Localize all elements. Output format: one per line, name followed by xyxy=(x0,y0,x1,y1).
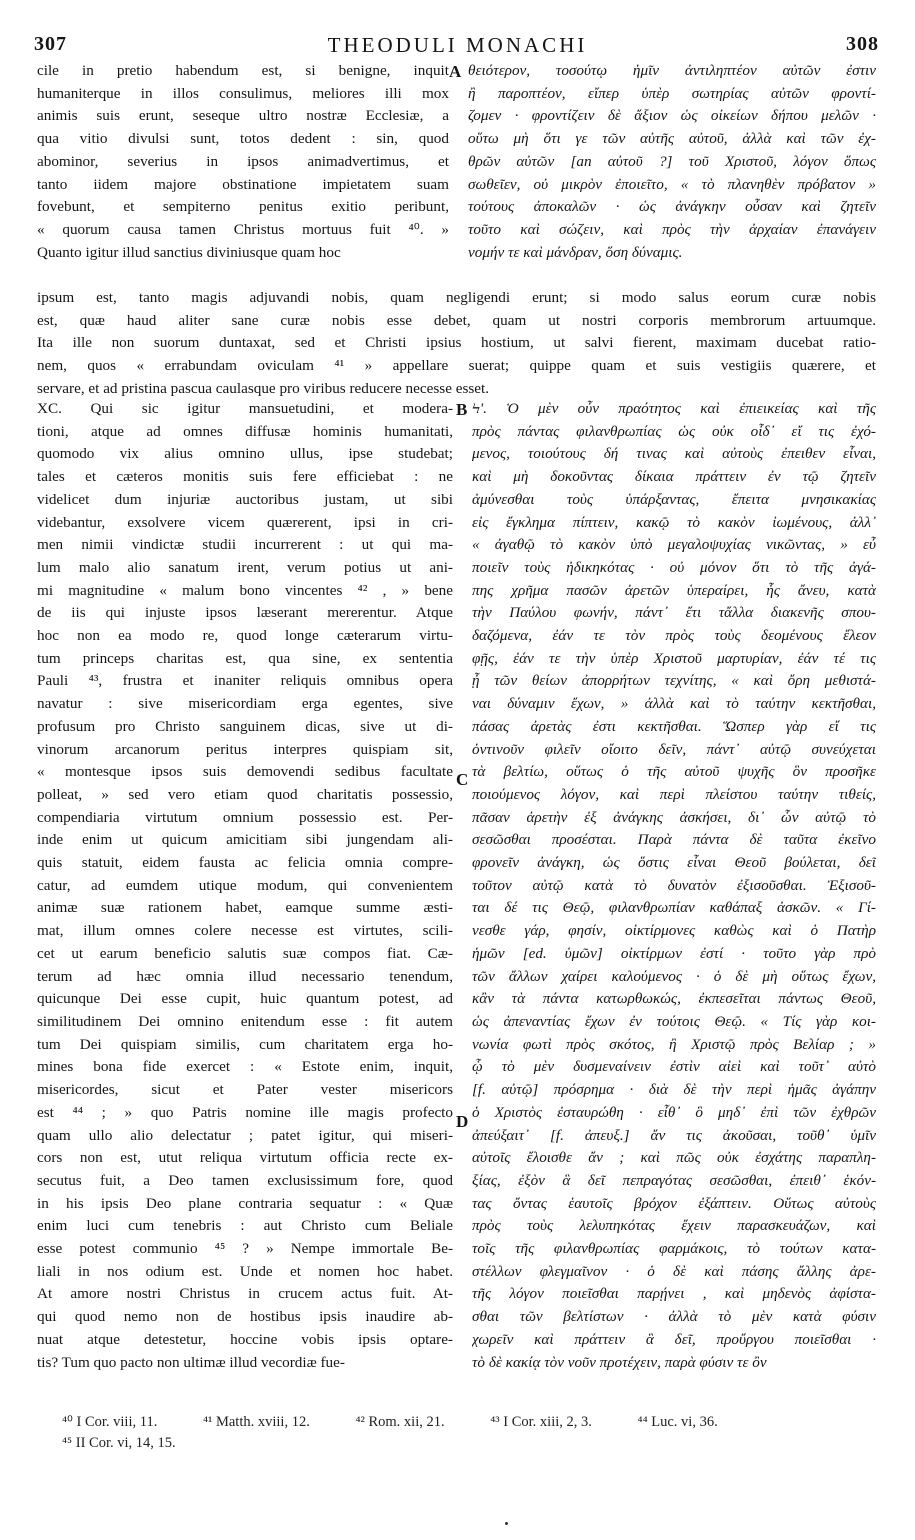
text-line: tum Dei quispiam similis, cum charitatem erga ho- xyxy=(37,1035,453,1053)
text-line: tales et cæteros monitis suis fere efficiebat : ne xyxy=(37,468,453,486)
text-line: ποιεῖν τοὺς ἠδικηκότας · οὐ μόνον ὅτι τὸ τῆς ἀγά- xyxy=(472,558,876,576)
text-line: ipsum est, tanto magis adjuvandi nobis, quam negligendi erunt; si modo salus eorum curæ nobis xyxy=(37,289,876,306)
text-line: videbantur, exsolvere vicem quærerent, ipsi in cri- xyxy=(37,513,453,531)
text-line: XC. Qui sic igitur mansuetudini, et modera- xyxy=(37,400,453,417)
text-line: ἀμύνεσθαι τοὺς ὑπάρξαντας, ἔπειτα μνησικακίας xyxy=(472,490,876,508)
text-line: enim luci cum tenebris : aut Christo cum Beliale xyxy=(37,1217,453,1235)
greek-column-main xyxy=(472,398,876,1374)
text-line: esse potest communio ⁴⁵ ? » Nempe immortale Be- xyxy=(37,1240,453,1258)
text-line: fovebunt, et sempiterno penitus exitio peribunt, xyxy=(37,198,449,216)
text-line: ξίας, ἐξὸν ἃ δεῖ πεπραγότας σεσῶσθαι, ἐπειθ᾽ ἑκόν- xyxy=(472,1171,876,1189)
text-line: ἢ παροπτέον, εἴπερ ὑπὲρ σωτηρίας αὐτῶν φροντί- xyxy=(468,84,876,102)
text-line: servare, et ad pristina pascua caulasque pro viribus reducere necesse esset. xyxy=(37,379,490,397)
footnote: ⁴¹ Matth. xviii, 12. xyxy=(202,1414,310,1430)
text-line: σεσῶσθαι προσέσται. Παρὰ πάντα δὲ ταῦτα ἐκεῖνο xyxy=(472,831,876,849)
latin-full-width-block xyxy=(37,287,876,401)
text-line: nuat atque detestetur, hoccine vobis ipsis optare- xyxy=(37,1330,453,1348)
latin-column-top xyxy=(37,60,449,264)
print-speck xyxy=(505,1522,508,1525)
running-title: THEODULI MONACHI xyxy=(327,33,588,57)
text-line: θειότερον, τοσούτῳ ἡμῖν ἀντιληπτέον αὐτῶν ἐστιν xyxy=(468,62,876,79)
text-line: nem, quos « errabundam oviculam ⁴¹ » appellare suerat; quippe quam et suis vestigiis quærere, et xyxy=(37,357,876,375)
text-line: Quanto igitur illud sanctius diviniusque quam hoc xyxy=(37,243,341,261)
text-line: terum ad hæc omnia illud necessario tenendum, xyxy=(37,967,453,985)
text-line: cors non est, utut reliqua virtutum officia recte ex- xyxy=(37,1149,453,1167)
text-line: δαζόμενα, ἐάν τε τὸν πρὸς τοὺς δεομένους ἔλεον xyxy=(472,627,876,645)
text-line: τοῦτο καὶ σώζειν, καὶ πρὸς τὴν ἀρχαίαν ἐπανάγειν xyxy=(468,220,876,238)
text-line: χωρεῖν καὶ πράττειν ἃ δεῖ, προὔργου ποιεῖσθαι · xyxy=(472,1330,876,1348)
text-line: humaniterque in illos consulimus, meliores illi mox xyxy=(37,84,449,102)
text-line: Ita ille non suorum duntaxat, sed et Christi ipsius hostium, ut salvi fierent, maximam ducebat ratio- xyxy=(37,334,876,352)
margin-mark-b: B xyxy=(456,400,468,419)
text-line: quis statuit, eidem fausta ac felicia omnia compre- xyxy=(37,854,453,872)
text-line: est, quæ haud aliter sane curæ nobis esse debet, quam ut nostri corporis membrorum artuumque. xyxy=(37,311,876,329)
text-line: catur, ad eumdem utique modum, qui convenientem xyxy=(37,876,453,894)
text-line: τὰ βελτίω, οὕτως ὁ τῆς αὐτοῦ ψυχῆς ὃν προσῆκε xyxy=(472,763,876,781)
text-line: qui quod nemo non de hostibus ipsis inaudire ab- xyxy=(37,1308,453,1326)
text-line: polleat, » sed vero etiam quod charitatis possessio, xyxy=(37,785,453,803)
text-line: πάσας ἀρετὰς ἐστι κεκτῆσθαι. Ὥσπερ γὰρ εἴ τις xyxy=(472,717,876,735)
text-line: ᾖ τῶν θείων ἀπορρήτων τεχνίτης, « καὶ ὄρη μεθιστά- xyxy=(472,672,876,690)
text-line: τὴν Παύλου φωνήν, πάντ᾽ ἔτι τἄλλα διακενῆς σπου- xyxy=(472,604,876,622)
text-line: Pauli ⁴³, frustra et inaniter reliquis omnibus opera xyxy=(37,672,453,690)
text-line: quam ullo alio delectatur ; patet igitur, qui miseri- xyxy=(37,1126,453,1144)
text-line: πᾶσαν ἀρετὴν ἐξ ἀνάγκης ἀσκήσει, δι᾽ ὧν αὐτῷ τὸ xyxy=(472,808,876,826)
text-line: Ϟʹ. Ὁ μὲν οὖν πραότητος καὶ ἐπιεικείας καὶ τῆς xyxy=(472,400,876,417)
margin-mark-d: D xyxy=(456,1112,469,1131)
text-line: ὁντινοῦν φιλεῖν οἴοιτο δεῖν, πάντ᾽ αὐτῷ συνεύχεται xyxy=(472,740,876,758)
text-line: mines bona fide exercet : « Estote enim, inquit, xyxy=(37,1058,453,1076)
text-line: profusum pro Christo sanguinem dicas, sive ut di- xyxy=(37,717,453,735)
text-line: πρὸς τοὺς λελυπηκότας ἔχειν παρασκευάζων, καὶ xyxy=(472,1217,876,1235)
text-line: lum malo alio sanatum irent, verum potius ut ani- xyxy=(37,558,453,576)
text-line: κἂν τὰ πάντα κατωρθωκώς, ἐκπεσεῖται πάντως Θεοῦ, xyxy=(472,990,876,1008)
text-line: in his ipsis Deo plane contraria sequatur : « Quæ xyxy=(37,1194,453,1212)
text-line: τῆς λόγον ποιεῖσθαι παρῄνει , καὶ μηδενὸς ἀφίστα- xyxy=(472,1285,876,1303)
text-line: At amore nostri Christus in crucem actus fuit. At- xyxy=(37,1285,453,1303)
footnote: ⁴³ I Cor. xiii, 2, 3. xyxy=(490,1414,592,1430)
text-line: τῶν ἄλλων χαίρει καλούμενος · ὁ δὲ μὴ οὕτως ἔχων, xyxy=(472,967,876,985)
text-line: τας ὄντας ἑαυτοῖς βρόχον ἐξάπτειν. Οὕτως αὐτοὺς xyxy=(472,1194,876,1212)
text-line: est ⁴⁴ ; » quo Patris nomine ille magis profecto xyxy=(37,1103,453,1121)
text-line: καὶ μὴ δοκοῦντας δίκαια πράττειν ἐν τῷ ζητεῖν xyxy=(472,468,876,486)
right-page-number: 308 xyxy=(846,33,879,55)
text-line: ὁ Χριστὸς ἐσταυρώθη · εἶθ᾽ ὃ μηδ᾽ ἐπὶ τῶν ἐχθρῶν xyxy=(472,1103,876,1121)
text-line: θρῶν αὐτῶν [an αὐτοῦ ?] τοῦ Χριστοῦ, λόγον ὅπως xyxy=(468,152,876,170)
text-line: quicunque Dei esse cupit, huic quantum potest, ad xyxy=(37,990,453,1008)
text-line: abominor, severius in ipsos animadvertimus, et xyxy=(37,152,449,170)
footnotes xyxy=(62,1412,882,1454)
text-line: compendiaria virtutum omnium possessio est. Per- xyxy=(37,808,453,826)
text-line: tanto iidem majore obstinatione impietatem suam xyxy=(37,175,449,193)
text-line: secutus fuit, a Deo tamen exclusissimum fore, quod xyxy=(37,1171,453,1189)
text-line: τούτους ἀποκαλῶν · ὡς ἀνάγκην οὖσαν καὶ ζητεῖν xyxy=(468,198,876,216)
text-line: animæ suæ rationem habet, eamque summe æsti- xyxy=(37,899,453,917)
text-line: liali in nos odium est. Unde et nomen hoc habet. xyxy=(37,1262,453,1280)
text-line: mi magnitudine « malum bono vincentes ⁴² , » bene xyxy=(37,581,453,599)
text-line: videlicet dum injuriæ auctoribus justam, ut sibi xyxy=(37,490,453,508)
greek-column-top xyxy=(468,60,876,264)
footnote: ⁴⁴ Luc. vi, 36. xyxy=(637,1414,718,1430)
text-line: νεσθε γάρ, φησίν, οἰκτίρμονες καθὼς καὶ ὁ Πατὴρ xyxy=(472,922,876,940)
text-line: ἡμῶν [ed. ὑμῶν] οἰκτίρμων ἐστί · τοῦτο γὰρ πρὸ xyxy=(472,944,876,962)
text-line: ποιούμενος λόγον, καὶ περὶ πλείστου ταύτην τιθείς, xyxy=(472,785,876,803)
text-line: animis suis erunt, seseque ultro nostræ Ecclesiæ, a xyxy=(37,107,449,125)
text-line: qua vitio divulsi sunt, totos dedent : sin, quod xyxy=(37,130,449,148)
text-line: quomodo vix alius omnino ullus, ipse studebat; xyxy=(37,445,453,463)
text-line: de iis qui injuste ipsos læserant mererentur. Atque xyxy=(37,604,453,622)
text-line: men nimii vindictæ studii incurrerent : ut qui ma- xyxy=(37,536,453,554)
text-line: [f. αὐτῷ] πρόσρημα · διὰ δὲ τὴν περὶ ἡμᾶς ἀγάπην xyxy=(472,1081,876,1099)
text-line: τοῖς τῆς φιλανθρωπίας φαρμάκοις, τὸ τούτων κατα- xyxy=(472,1240,876,1258)
text-line: νομήν τε καὶ μάνδραν, ὅση δύναμις. xyxy=(468,243,683,261)
footnote: ⁴² Rom. xii, 21. xyxy=(355,1414,445,1430)
text-line: ἀπεύξαιτ᾽ [f. ἀπευξ.] ἄν τις ἀκοῦσαι, τοῦθ᾽ ὑμῖν xyxy=(472,1126,876,1144)
margin-mark-c: C xyxy=(456,770,469,789)
text-line: ᾧ τὸ μὲν δυσμεναίνειν ἐστὶν αἰεὶ καὶ τοῦτ᾽ αὐτὸ xyxy=(472,1058,876,1076)
text-line: εἰς ἔγκλημα πίπτειν, κακῷ τὸ κακὸν ἰωμένους, ἀλλ᾽ xyxy=(472,513,876,531)
text-line: misericordes, sicut et Pater vester misericors xyxy=(37,1081,453,1099)
text-line: cile in pretio habendum est, si benigne, inquit xyxy=(37,62,449,79)
text-line: ναι δύναμιν ἔχων, » ἀλλὰ καὶ τὸ ταύτην κεκτῆσθαι, xyxy=(472,695,876,713)
text-line: tum princeps charitas est, qua sine, ex sententia xyxy=(37,649,453,667)
text-line: πης χρῆμα πασῶν ἀρετῶν ὑπεραίρει, ἧς ἄνευ, κατὰ xyxy=(472,581,876,599)
footnote-line-2 xyxy=(62,1433,882,1454)
text-line: μενος, τοιούτους δή τινας καὶ αὐτοὺς ἐπειθεν εἶναι, xyxy=(472,445,876,463)
text-line: φρονεῖν ἀνάγκη, ὡς ὅστις εἶναι Θεοῦ βούλεται, δεῖ xyxy=(472,854,876,872)
text-line: τοῦτον αὐτῷ κατὰ τὸ δυνατὸν ἐξισοῦσθαι. Ἐξισοῦ- xyxy=(472,876,876,894)
text-line: tis? Tum quo pacto non ultimæ illud vecordiæ fue- xyxy=(37,1353,345,1371)
text-line: τὸ δὲ κακίᾳ τὸν νοῦν προτέχειν, παρὰ φύσιν τε ὂν xyxy=(472,1353,767,1371)
text-line: hoc non ea modo re, quod longe cæterarum virtu- xyxy=(37,627,453,645)
text-line: ὡς ἀπεναντίας ἔχων ἐν τούτοις Θεῷ. « Τίς γὰρ κοι- xyxy=(472,1012,876,1030)
text-line: tioni, atque ad omnes diffusæ hominis humanitati, xyxy=(37,422,453,440)
text-line: πρὸς πάντας φιλανθρωπίας ὡς οὐκ οἶδ᾽ εἴ τις ἐχό- xyxy=(472,422,876,440)
text-line: φῇς, ἐάν τε τὴν ὑπὲρ Χριστοῦ μαρτυρίαν, ἐάν τέ τις xyxy=(472,649,876,667)
text-line: « ἀγαθῷ τὸ κακὸν ὑπὸ μεγαλοψυχίας νικῶντας, » εὖ xyxy=(472,536,876,554)
left-page-number: 307 xyxy=(34,33,67,55)
text-line: vinorum arcanorum peritus interpres quispiam sit, xyxy=(37,740,453,758)
text-line: ζομεν · φροντίζειν δὲ ἄξιον ὡς οἰκείων δήπου μελῶν · xyxy=(468,107,876,125)
text-line: inde enim ut quicum amicitiam sibi jungendam ali- xyxy=(37,831,453,849)
text-line: οὕτω μὴ ὅτι γε τῶν αὐτῆς αὐτοῦ, ἀλλὰ καὶ τῶν ἐχ- xyxy=(468,130,876,148)
text-line: σθαι τῶν βελτίστων · ἀλλὰ τὸ μὲν κατὰ φύσιν xyxy=(472,1308,876,1326)
text-line: similitudinem Dei omnino enitendum esse : fit autem xyxy=(37,1012,453,1030)
text-line: στέλλων φλεγμαῖνον · ὁ δὲ καὶ πάσης ἄλλης ἀρε- xyxy=(472,1262,876,1280)
text-line: νωνία φωτὶ πρὸς σκότος, ἢ Χριστῷ πρὸς Βελίαρ ; » xyxy=(472,1035,876,1053)
text-line: « quorum causa tamen Christus mortuus fuit ⁴⁰. » xyxy=(37,220,449,238)
footnote-line-1 xyxy=(62,1412,882,1433)
text-line: « montesque ipsos suis demovendi sedibus facultate xyxy=(37,763,453,781)
text-line: mat, illum omnes colere necesse est virtutes, scili- xyxy=(37,922,453,940)
text-line: navatur : sive misericordiam erga egentes, sive xyxy=(37,695,453,713)
margin-mark-a: A xyxy=(449,62,462,81)
text-line: cet ut earum beneficio salutis suæ compos fiat. Cæ- xyxy=(37,944,453,962)
text-line: σωθεῖεν, οὐ μικρὸν ἐποιεῖτο, « τὸ πλανηθὲν πρόβατον » xyxy=(468,175,876,193)
text-line: ται δέ τις Θεῷ, φιλανθρωπίαν καθάπαξ ἀσκῶν. « Γί- xyxy=(472,899,876,917)
footnote: ⁴⁰ I Cor. viii, 11. xyxy=(62,1414,158,1430)
footnote: ⁴⁵ II Cor. vi, 14, 15. xyxy=(62,1435,176,1451)
text-line: αὐτοῖς ἔλοισθε ἄν ; καὶ πῶς οὐκ ἐσχάτης παραπλη- xyxy=(472,1149,876,1167)
latin-column-main xyxy=(37,398,453,1374)
